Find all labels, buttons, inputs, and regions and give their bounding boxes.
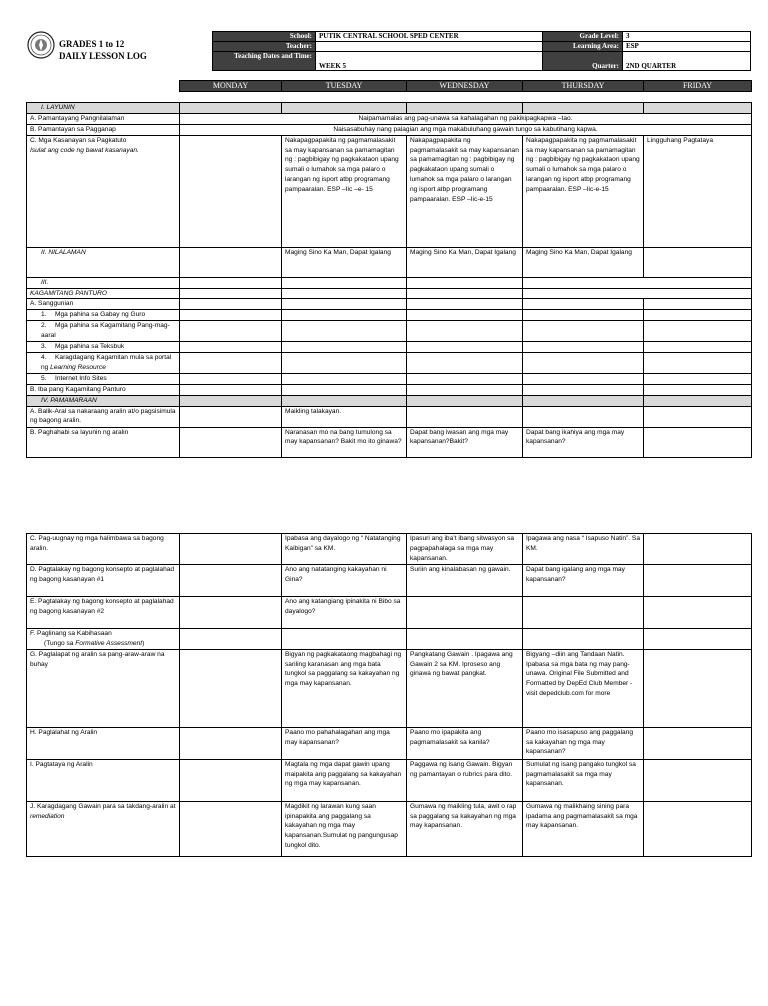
- kagamitang-heading: KAGAMITANG PANTURO: [27, 288, 180, 299]
- kasanayan-wednesday: Nakapagpapakita ng pagmamalasakit sa may kapansanan sa pamamagitan ng : pagbibigay ng pagkakataon upang sumali o lumahok sa mga palaro o larangan ng isport atbp programang pampaaralan. ESP –Iic-e-15: [407, 135, 523, 247]
- pagtataya-tuesday: Magtala ng mga dapat gawin upang maipakita ang paggalang sa kakayahan ng mga may kapansanan.: [282, 759, 407, 801]
- pag-uugnay-label: C. Pag-uugnay ng mga halimbawa sa bagong aralin.: [27, 534, 180, 565]
- kasanayan-label: C. Mga Kasanayan sa Pagkatuto: [30, 136, 127, 144]
- balik-aral-label: A. Balik-Aral sa nakaraang aralin at/o pagsisimula ng bagong aralin.: [27, 406, 180, 427]
- pagtalakay-1-wednesday: Suriin ang kinalabasan ng gawain.: [407, 564, 523, 596]
- lesson-table-part1: [26, 102, 752, 458]
- day-wednesday: WEDNESDAY: [407, 81, 523, 92]
- pagtataya-label: I. Pagtataya ng Aralin: [27, 759, 180, 801]
- day-thursday: THURSDAY: [523, 81, 644, 92]
- karagdagang-gawain-label: J. Karagdagang Gawain para sa takdang-aralin at remediation: [27, 801, 180, 856]
- title-line1: GRADES 1 to 12: [59, 39, 125, 49]
- paglalahat-tuesday: Paano mo pahahalagahan ang mga may kapansanan?: [282, 727, 407, 759]
- pagtalakay-2-tuesday: Ano ang katangiang ipinakita ni Bibo sa dayalogo?: [282, 596, 407, 628]
- pagtalakay-1-tuesday: Ano ang natatanging kakayahan ni Gina?: [282, 564, 407, 596]
- pamantayang-pangnilalaman-text: Naipamamalas ang pag-unawa sa kahalagahan ng pakikipagkapwa –tao.: [180, 113, 752, 124]
- pagtalakay-1-label: D. Pagtalakay ng bagong konsepto at paglalahad ng bagong kasanayan #1: [27, 564, 180, 596]
- grade-label: Grade Level:: [543, 32, 623, 42]
- day-tuesday: TUESDAY: [282, 81, 407, 92]
- paghahabi-tuesday: Naranasan mo na bang tumulong sa may kapansanan? Bakit mo ito ginawa?: [282, 427, 407, 457]
- kasanayan-thursday: Nakapagpapakita ng pagmamalasakit sa may kapansanan sa pamamagitan ng : pagbibigay ng pagkakataon upang sumali o lumahok sa mga palaro o larangan ng isport atbp programang pampaaralan. ESP –Iic-e-15: [523, 135, 644, 247]
- layunin-heading: I. LAYUNIN: [27, 103, 180, 114]
- pagtalakay-2-label: E. Pagtalakay ng bagong konsepto at paglalahad ng bagong kasanayan #2: [27, 596, 180, 628]
- area-label: Learning Area:: [543, 42, 623, 52]
- paghahabi-label: B. Paghahabi sa layunin ng aralin: [27, 427, 180, 457]
- dates-value: WEEK 5: [316, 52, 543, 71]
- sanggunian-item-2: 2. Mga pahina sa Kagamitang Pang-mag-aaral: [27, 321, 180, 342]
- school-label: School:: [213, 32, 316, 42]
- kasanayan-cell: [27, 135, 180, 247]
- day-friday: FRIDAY: [644, 81, 752, 92]
- day-monday: MONDAY: [180, 81, 282, 92]
- teacher-value: [316, 42, 543, 52]
- pamamaraan-heading: IV. PAMAMARAAN: [27, 395, 180, 406]
- nilalaman-thursday: Maging Sino Ka Man, Dapat Igalang: [523, 247, 644, 277]
- paglalahat-thursday: Paano mo isasapuso ang paggalang sa kakayahan ng mga may kapansanan?: [523, 727, 644, 759]
- paglalahat-wednesday: Paano mo ipapakita ang pagmamalasakit sa kanila?: [407, 727, 523, 759]
- nilalaman-tuesday: Maging Sino Ka Man, Dapat Igalang: [282, 247, 407, 277]
- pagtataya-wednesday: Paggawa ng isang Gawain. Bigyan ng pamantayan o rubrics para dito.: [407, 759, 523, 801]
- sanggunian-item-5: 5. Internet Info Sites: [27, 373, 180, 384]
- pagtataya-thursday: Sumulat ng isang pangako tungkol sa pagmamalasakit sa mga may kapansanan.: [523, 759, 644, 801]
- karagdagang-gawain-thursday: Gumawa ng malikhaing sining para ipadama ang pagmamalasakit sa mga may kapansanan.: [523, 801, 644, 856]
- nilalaman-label: II. NILALAMAN: [27, 247, 180, 277]
- karagdagang-gawain-wednesday: Gumawa ng maikling tula, awit o rap sa paggalang sa kakayahan ng mga may kapansanan.: [407, 801, 523, 856]
- pagtalakay-1-thursday: Dapat bang igalang ang mga may kapansanan?: [523, 564, 644, 596]
- pamantayang-pangnilalaman-label: A. Pamantayang Pangnilalaman: [27, 113, 180, 124]
- pamantayan-sa-pagganap-label: B. Pamantayan sa Pagganap: [27, 124, 180, 135]
- quarter-label: Quarter:: [543, 52, 623, 71]
- day-header-row: [179, 80, 752, 92]
- paghahabi-thursday: Dapat bang ikahiya ang mga may kapansanan?: [523, 427, 644, 457]
- iba-pang-kagamitan-label: B. Iba pang Kagamitang Panturo: [27, 384, 180, 395]
- paghahabi-wednesday: Dapat bang iwasan ang mga may kapansanan?Bakit?: [407, 427, 523, 457]
- kasanayan-sub: Isulat ang code ng bawat kasanayan.: [30, 146, 139, 154]
- kasanayan-friday: Lingguhang Pagtataya: [644, 135, 752, 247]
- pag-uugnay-thursday: Ipagawa ang nasa “ Isapuso Natin”. Sa KM.: [523, 534, 644, 565]
- sanggunian-label: A. Sanggunian: [27, 299, 180, 310]
- paglalapat-label: G. Paglalapat ng aralin sa pang-araw-araw na buhay: [27, 649, 180, 727]
- kasanayan-tuesday: Nakapagpapakita ng pagmamalasakit sa may kapansanan sa pamamagitan ng : pagbibigay ng pagkakataon upang sumali o lumahok sa mga palaro o larangan ng isport atbp programang pampaaralan. ESP –Iic –e- 15: [282, 135, 407, 247]
- nilalaman-wednesday: Maging Sino Ka Man, Dapat Igalang: [407, 247, 523, 277]
- sanggunian-item-4: 4. Karagdagang Kagamitan mula sa portal ng Learning Resource: [27, 352, 180, 373]
- paglinang-sub: (Tungo sa Formative Assessment): [44, 639, 145, 647]
- paglalahat-label: H. Paglalahat ng Aralin: [27, 727, 180, 759]
- deped-seal-logo: [27, 31, 55, 59]
- iii-heading: III.: [27, 277, 180, 288]
- pag-uugnay-tuesday: Ipabasa ang dayalogo ng “ Natatanging Kaibigan” sa KM.: [282, 534, 407, 565]
- paglinang-label: F. Paglinang sa Kabihasaan: [30, 629, 112, 637]
- header-info-table: [212, 31, 751, 71]
- quarter-value: 2ND QUARTER: [623, 52, 751, 71]
- sanggunian-item-3: 3. Mga pahina sa Teksbuk: [27, 342, 180, 353]
- teacher-label: Teacher:: [213, 42, 316, 52]
- paglalapat-thursday: Bigyang –diin ang Tandaan Natin. Ipabasa sa mga bata ng may pang-unawa. Original File Submitted and Formatted by DepEd Club Member - visit depedclub.com for more: [523, 649, 644, 727]
- karagdagang-gawain-tuesday: Magdikit ng larawan kung saan ipinapakita ang paggalang sa kakayahan ng mga may kapansanan.Sumulat ng pangungusap tungkol dito.: [282, 801, 407, 856]
- paglalapat-tuesday: Bigyan ng pagkakataong magbahagi ng sariling karanasan ang mga bata tungkol sa paggalang sa kakayahan ng mga may kapansanan.: [282, 649, 407, 727]
- area-value: ESP: [623, 42, 751, 52]
- paglinang-cell: [27, 628, 180, 649]
- document-title: [59, 38, 147, 62]
- school-value: PUTIK CENTRAL SCHOOL SPED CENTER: [316, 32, 543, 42]
- paglalapat-wednesday: Pangkatang Gawain . Ipagawa ang Gawain 2 sa KM. Iproseso ang ginawa ng bawat pangkat.: [407, 649, 523, 727]
- pamantayan-sa-pagganap-text: Naisasabuhay nang palagian ang mga makabuluhang gawain tungo sa kabutihang kapwa.: [180, 124, 752, 135]
- dates-label: Teaching Dates and Time:: [213, 52, 316, 71]
- pag-uugnay-wednesday: Ipasuri ang iba’t ibang sitwasyon sa pagpapahalaga sa mga may kapansanan.: [407, 534, 523, 565]
- sanggunian-item-1: 1. Mga pahina sa Gabay ng Guro: [27, 310, 180, 321]
- balik-aral-tuesday: Maikling talakayan.: [282, 406, 407, 427]
- title-line2: DAILY LESSON LOG: [59, 51, 147, 61]
- lesson-table-part2: [26, 533, 752, 857]
- grade-value: 3: [623, 32, 751, 42]
